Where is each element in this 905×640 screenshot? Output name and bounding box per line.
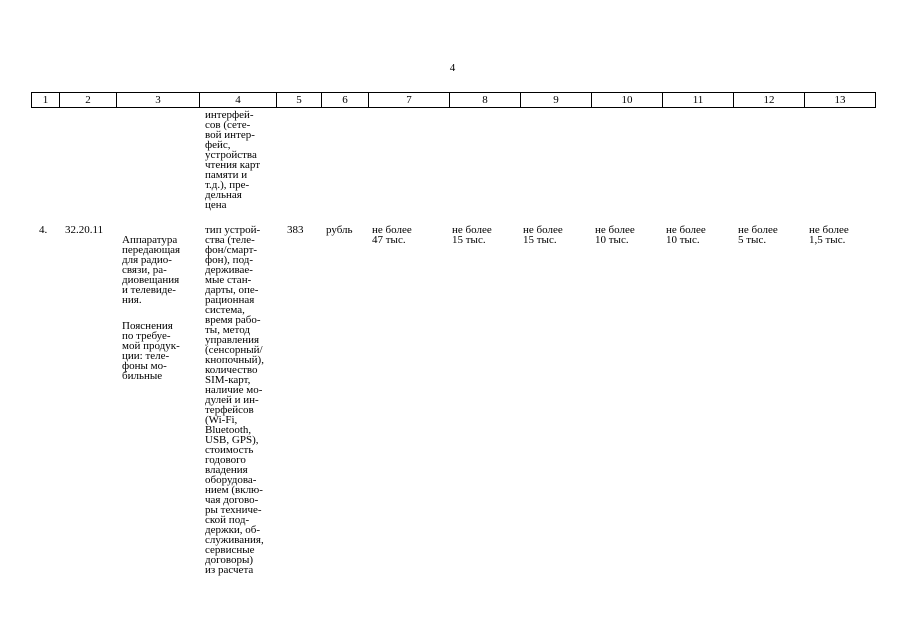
product-name [122,225,200,391]
header-cell: 4 [200,93,277,108]
header-cell: 3 [117,93,200,108]
value-col-7: не более 47 тыс. [372,224,412,246]
value-col-11: не более 10 тыс. [666,224,706,246]
row-number: 4. [39,224,48,236]
header-cell: 12 [734,93,805,108]
value-col-13: не более 1,5 тыс. [809,224,849,246]
continuation-characteristics: интерфей- сов (сете- вой интер- фейс, устройства чтения карт памяти и т.д.), пре- дельная цена [205,109,261,211]
header-cell: 6 [322,93,369,108]
okei-code: 383 [287,224,304,236]
header-row [32,93,876,108]
okpd-code: 32.20.11 [65,224,104,236]
product-note-paragraph: Пояснения по требуе- мой продук- ции: теле- фоны мо- бильные [122,320,180,382]
header-cell: 2 [60,93,117,108]
header-cell: 13 [805,93,876,108]
value-col-8: не более 15 тыс. [452,224,492,246]
header-cell: 8 [450,93,521,108]
value-col-10: не более 10 тыс. [595,224,635,246]
page-number: 4 [449,62,456,74]
header-cell: 10 [592,93,663,108]
column-header-table [31,92,876,108]
unit-name: рубль [326,224,353,236]
header-cell: 1 [32,93,60,108]
product-name-paragraph: Аппаратура передающая для радио- связи, ра- диовещания и телевиде- ния. [122,234,181,306]
header-cell: 7 [369,93,450,108]
characteristics-text: тип устрой- ства (теле- фон/смарт- фон), под- держивае- мые стан- дарты, опе- рационная система, время рабо- ты, метод управления (сенсорный/ кнопочный), количество SIM-карт, наличие мо- дулей и ин- терфейсов (Wi-Fi, Bluetooth, USB, GPS), стоимость годового владения оборудова- нием (вклю- чая догово- ры техниче- ской под- держки, об- служивания, сервисные договоры) из расчета [205,224,264,576]
header-cell: 5 [277,93,322,108]
header-cell: 11 [663,93,734,108]
value-col-12: не более 5 тыс. [738,224,778,246]
value-col-9: не более 15 тыс. [523,224,563,246]
header-cell: 9 [521,93,592,108]
